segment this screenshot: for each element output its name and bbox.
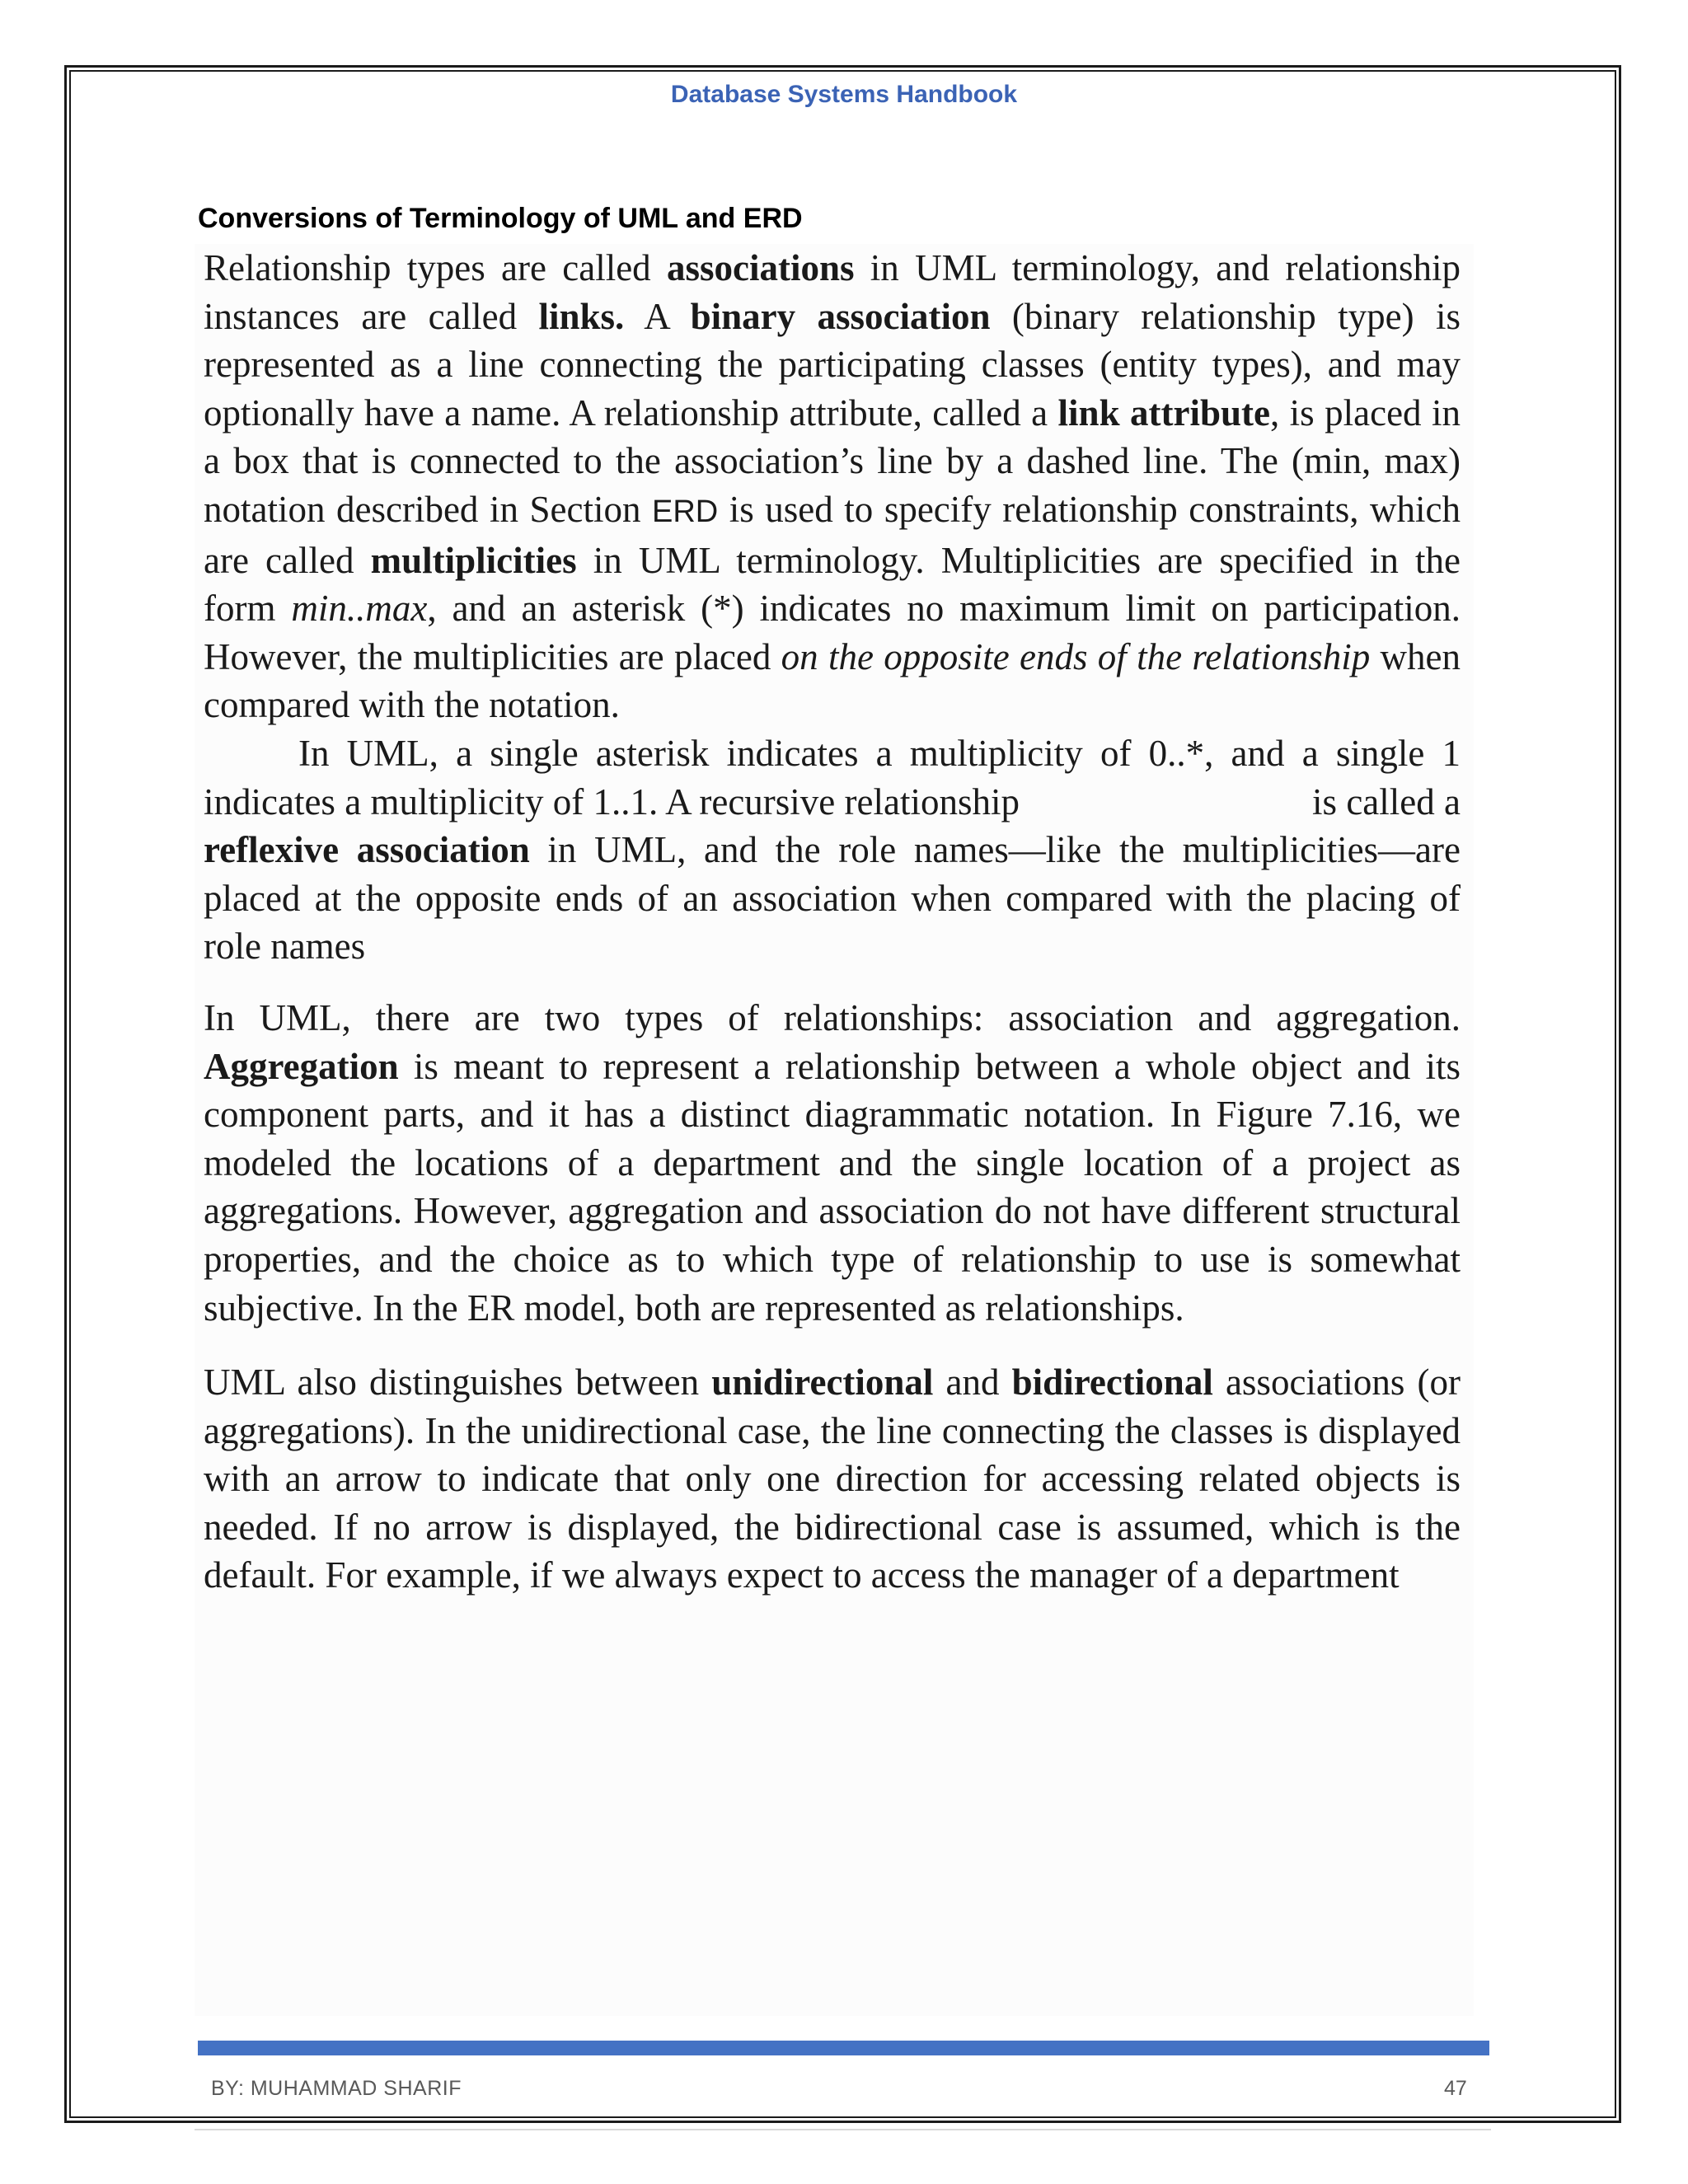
text-run: A bbox=[624, 295, 691, 337]
text-run: In UML, there are two types of relationships: association and aggregation. bbox=[204, 997, 1461, 1038]
text-run: in UML terminology. Multiplicities are specified in the form bbox=[204, 539, 1461, 630]
italic-phrase-opposite-ends: on the opposite ends of the relationship bbox=[781, 635, 1371, 677]
text-run: , is placed in a box that is connected to the association’s line by a dashed line. The (min, max) notation described in Section bbox=[204, 391, 1461, 530]
text-run: , and an asterisk (*) indicates no maximum limit on participation. However, the multiplicities are placed bbox=[204, 588, 1461, 677]
text-run: Relationship types are called bbox=[204, 247, 667, 288]
text-run: when compared with the notation. bbox=[204, 635, 1461, 726]
text-run: in UML terminology, and relationship instances are called bbox=[204, 247, 1461, 337]
text-run: is called a bbox=[1312, 780, 1461, 823]
page-number: 47 bbox=[1444, 2077, 1467, 2100]
bold-term-bidirectional: bidirectional bbox=[1011, 1361, 1213, 1403]
text-run: is used to specify relationship constraints, which are called bbox=[204, 488, 1461, 581]
bold-term-links: links. bbox=[538, 295, 625, 337]
paragraph-aggregation bbox=[204, 994, 1461, 1332]
bold-term-binary-association: binary association bbox=[690, 295, 991, 337]
section-title: Conversions of Terminology of UML and ERD bbox=[198, 203, 803, 234]
text-run: in UML, and the role names—like the multiplicities—are placed at the opposite ends of an association when compared with the placing of role names bbox=[204, 829, 1461, 968]
bold-term-link-attribute: link attribute bbox=[1057, 391, 1270, 434]
text-run: UML also distinguishes between bbox=[204, 1361, 712, 1403]
footer-accent-bar bbox=[198, 2041, 1489, 2055]
paragraph-associations bbox=[204, 244, 1461, 971]
text-run: and bbox=[933, 1361, 1012, 1403]
footer-author: BY: MUHAMMAD SHARIF bbox=[211, 2077, 462, 2100]
text-run: is meant to represent a relationship between a whole object and its component parts, and it has a distinct diagrammatic notation. In Figure 7.16, we modeled the locations of a department and the single location of a project as aggregations. However, aggregation and association do not have different structural properties, and the choice as to which type of relationship to use is somewhat subjective. In the ER model, both are represented as relationships. bbox=[204, 1045, 1461, 1329]
italic-term-min-max: min..max bbox=[291, 588, 428, 630]
bold-term-multiplicities: multiplicities bbox=[370, 539, 577, 581]
footer-divider bbox=[195, 2129, 1491, 2130]
bold-term-unidirectional: unidirectional bbox=[711, 1361, 934, 1403]
section-reference: ERD bbox=[651, 494, 719, 529]
bold-term-associations: associations bbox=[666, 247, 855, 288]
text-run: In UML, a single asterisk indicates a multiplicity of 0..*, and a single 1 indicates a multiplicity of 1..1. A recursive relationship bbox=[204, 732, 1461, 823]
paragraph-directional bbox=[204, 1358, 1461, 1600]
text-run: (binary relationship type) is represented as a line connecting the participating classes (entity types), and may optionally have a name. A relationship attribute, called a bbox=[204, 295, 1461, 434]
text-run: associations (or aggregations). In the unidirectional case, the line connecting the classes is displayed with an arrow to indicate that only one direction for accessing related objects is needed. If no arrow is displayed, the bidirectional case is assumed, which is the default. For example, if we always expect to access the manager of a department bbox=[204, 1361, 1461, 1596]
running-header: Database Systems Handbook bbox=[670, 81, 1018, 108]
bold-term-reflexive-association: reflexive association bbox=[204, 829, 530, 871]
bold-term-aggregation: Aggregation bbox=[204, 1045, 399, 1087]
